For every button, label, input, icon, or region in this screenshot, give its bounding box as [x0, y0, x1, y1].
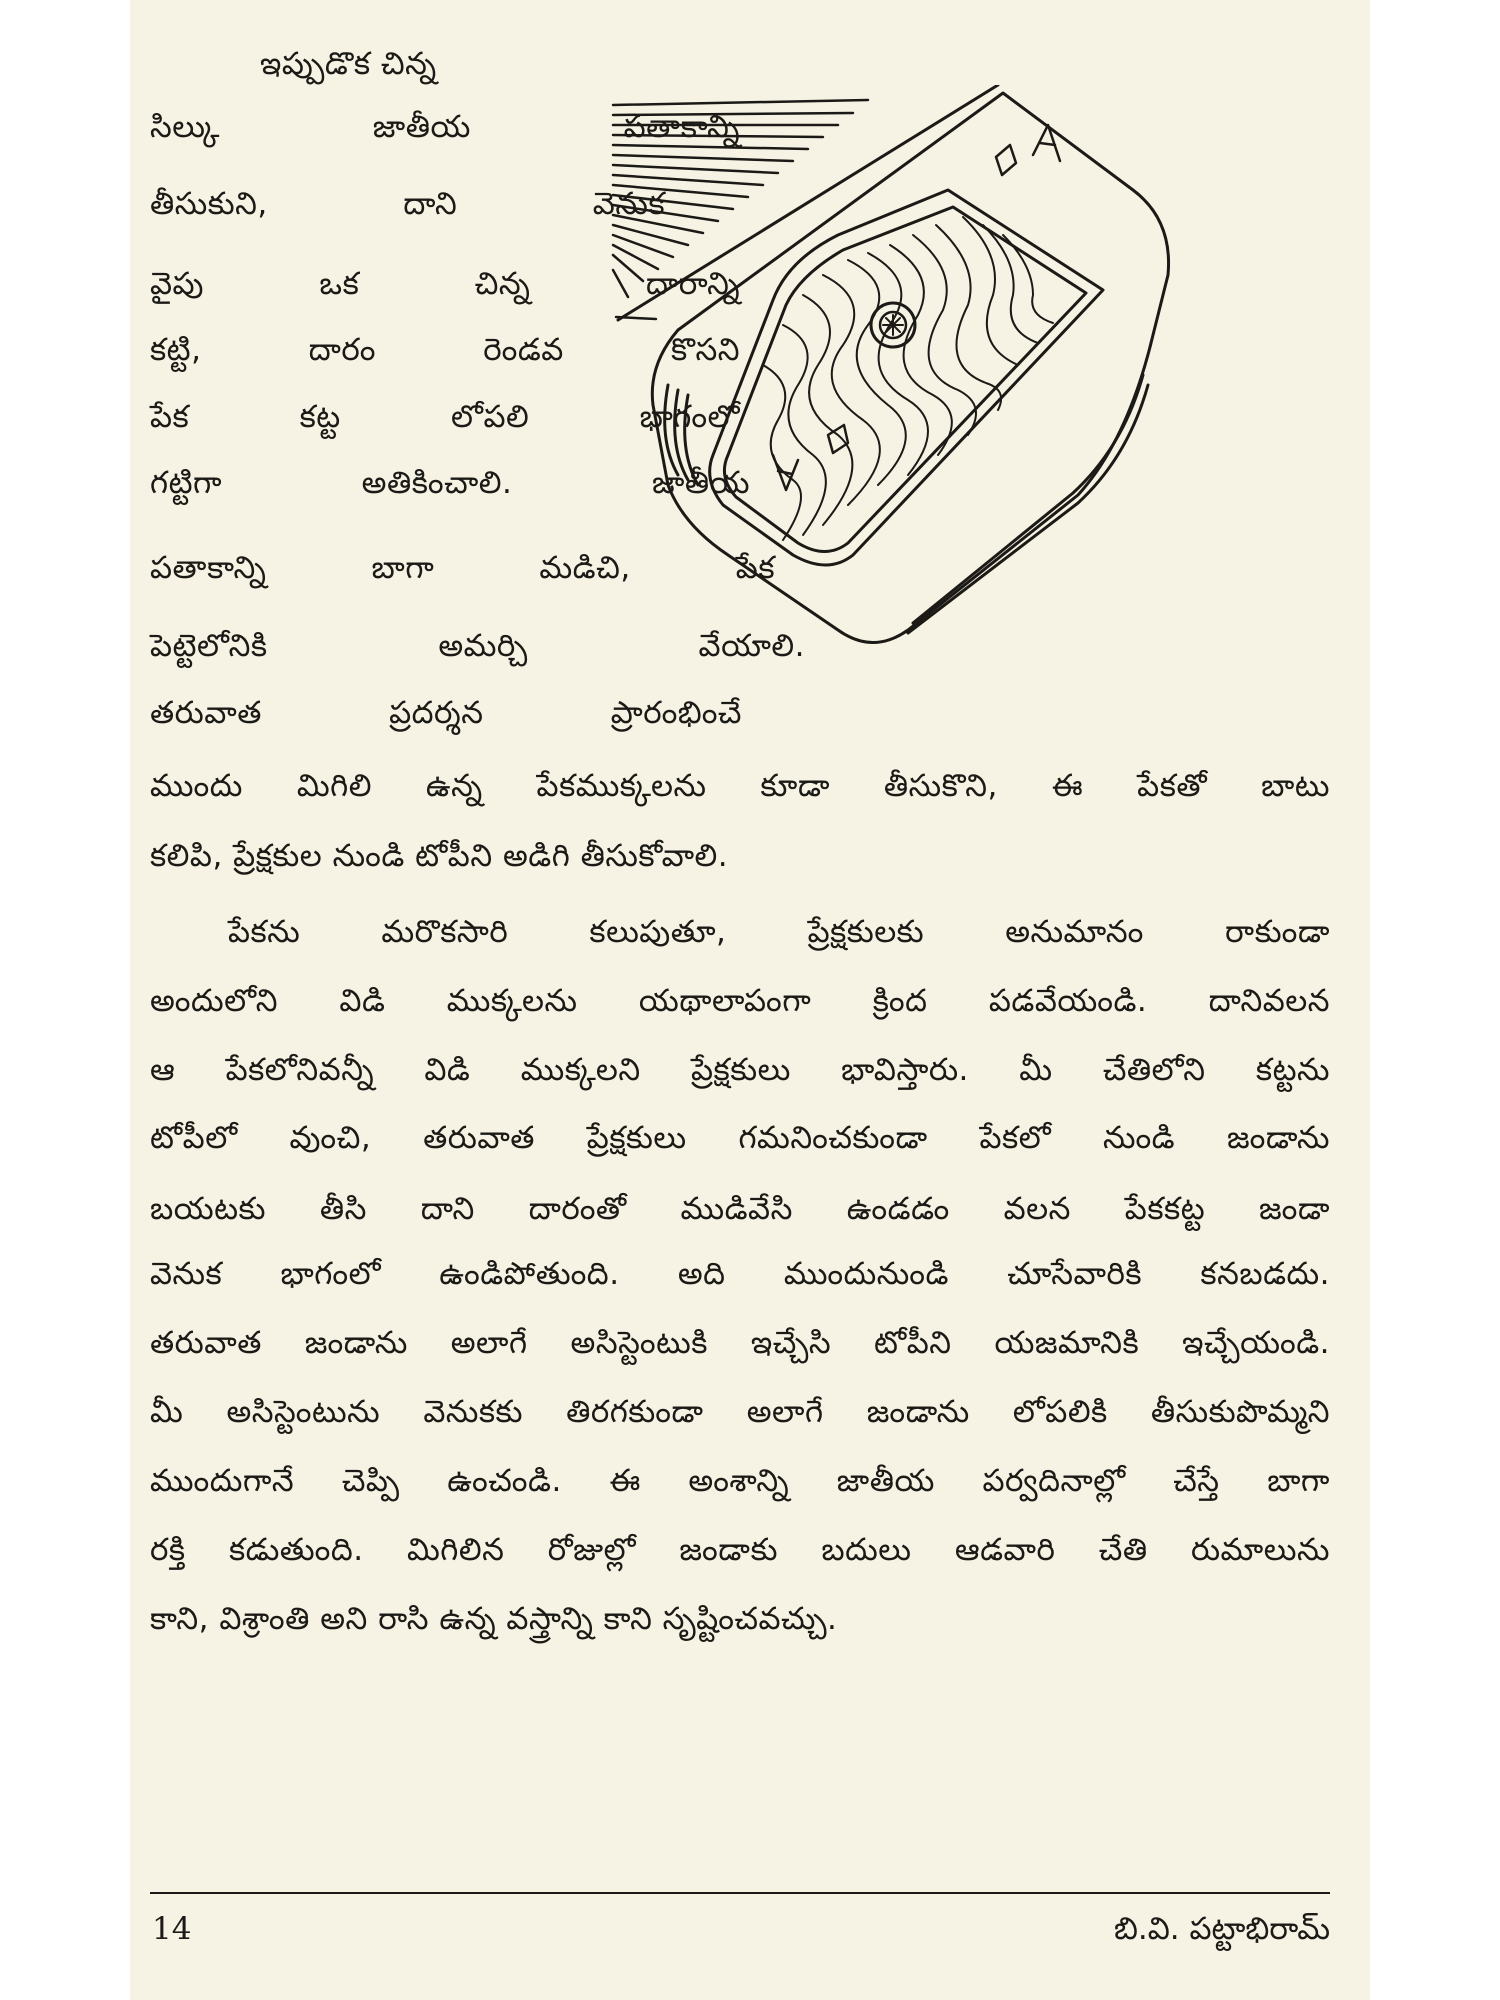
paragraph-2-line-4: టోపీలో వుంచి, తరువాత ప్రేక్షకులు గమనించకుండా పేకలో నుండి జండాను	[150, 1120, 1330, 1156]
paragraph-2-line-1: పేకను మరొకసారి కలుపుతూ, ప్రేక్షకులకు అనుమానం రాకుండా	[228, 914, 1330, 950]
paragraph-2-line-6: వెనుక భాగంలో ఉండిపోతుంది. అది ముందునుండి చూసేవారికి కనబడదు.	[150, 1256, 1330, 1292]
card-deck-illustration	[608, 85, 1178, 645]
paragraph-1-line-8: పతాకాన్ని బాగా మడిచి, పేక	[150, 550, 775, 586]
author-name: బి.వి. పట్టాభిరామ్	[1113, 1911, 1330, 1947]
paragraph-1-line-5: కట్టి, దారం రెండవ కొసని	[150, 332, 740, 368]
book-page	[130, 0, 1370, 2000]
paragraph-2-line-9: ముందుగానే చెప్పి ఉంచండి. ఈ అంశాన్ని జాతీయ పర్వదినాల్లో చేస్తే బాగా	[150, 1463, 1330, 1499]
paragraph-2-line-2: అందులోని విడి ముక్కలను యథాలాపంగా క్రింద పడవేయండి. దానివలన	[150, 983, 1330, 1019]
paragraph-2-line-3: ఆ పేకలోనివన్నీ విడి ముక్కలని ప్రేక్షకులు భావిస్తారు. మీ చేతిలోని కట్టను	[150, 1052, 1330, 1088]
footer-divider	[150, 1892, 1330, 1894]
paragraph-1-line-1: ఇప్పుడొక చిన్న	[260, 46, 437, 82]
paragraph-2-line-11: కాని, విశ్రాంతి అని రాసి ఉన్న వస్త్రాన్ని కాని సృష్టించవచ్చు.	[150, 1601, 838, 1637]
page-number: 14	[152, 1911, 192, 1947]
paragraph-1-line-2: సిల్కు జాతీయ పతాకాన్ని	[150, 109, 740, 145]
paragraph-1-line-3: తీసుకుని, దాని వెనుక	[150, 186, 665, 222]
paragraph-2-line-5: బయటకు తీసి దాని దారంతో ముడివేసి ఉండడం వలన పేకకట్ట జండా	[150, 1191, 1330, 1227]
paragraph-1-line-7: గట్టిగా అతికించాలి. జాతీయ	[150, 465, 750, 501]
paragraph-2-line-8: మీ అసిస్టెంటును వెనుకకు తిరగకుండా అలాగే జండాను లోపలికి తీసుకుపొమ్మని	[150, 1394, 1330, 1430]
paragraph-1-line-9: పెట్టెలోనికి అమర్చి వేయాలి.	[150, 628, 805, 664]
paragraph-1-line-11: ముందు మిగిలి ఉన్న పేకముక్కలను కూడా తీసుకొని, ఈ పేకతో బాటు	[150, 768, 1330, 804]
paragraph-1-line-4: వైపు ఒక చిన్న దారాన్ని	[150, 266, 740, 302]
paragraph-1-line-12: కలిపి, ప్రేక్షకుల నుండి టోపీని అడిగి తీసుకోవాలి.	[150, 838, 729, 874]
paragraph-1-line-6: పేక కట్ట లోపలి భాగంలో	[150, 399, 740, 435]
paragraph-2-line-10: రక్తి కడుతుంది. మిగిలిన రోజుల్లో జండాకు బదులు ఆడవారి చేతి రుమాలును	[150, 1532, 1330, 1568]
paragraph-2-line-7: తరువాత జండాను అలాగే అసిస్టెంటుకి ఇచ్చేసి టోపీని యజమానికి ఇచ్చేయండి.	[150, 1325, 1330, 1361]
paragraph-1-line-10: తరువాత ప్రదర్శన ప్రారంభించే	[150, 695, 742, 731]
